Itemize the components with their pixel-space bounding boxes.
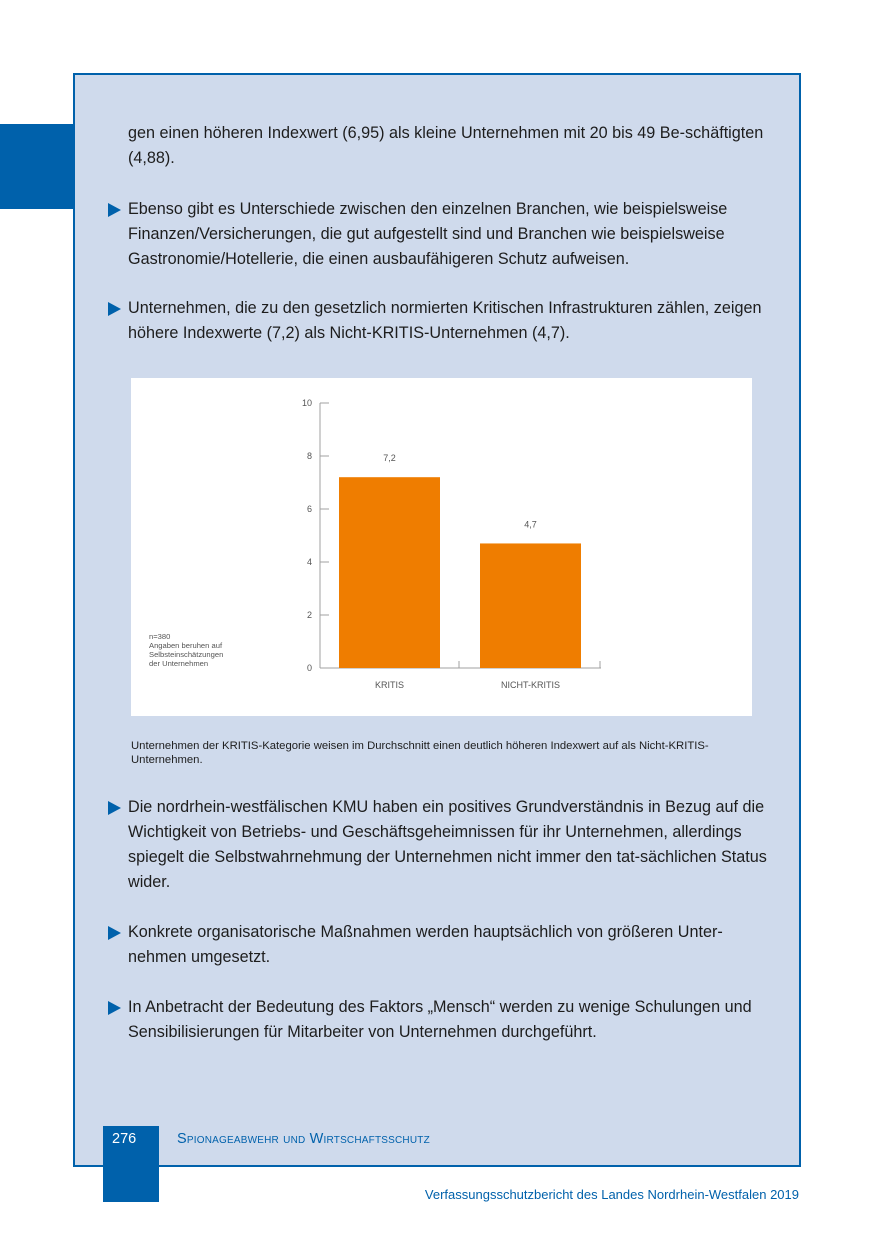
data-label: 7,2 <box>383 453 396 464</box>
bar-chart <box>131 378 752 716</box>
y-tick-label: 0 <box>306 663 312 673</box>
page-number: 276 <box>112 1131 137 1147</box>
paragraph-continued: gen einen höheren Indexwert (6,95) als kleine Unternehmen mit 20 bis 49 Be-schäftigten (4,88). <box>128 124 764 167</box>
y-tick-label: 4 <box>306 557 312 567</box>
y-tick-label: 8 <box>306 451 312 461</box>
chart-caption: Unternehmen der KRITIS-Kategorie weisen im Durchschnitt einen deutlich höheren Indexwert auf als Nicht-KRITIS-Unternehmen. <box>131 740 709 766</box>
publication-title: Verfassungsschutzbericht des Landes Nordrhein-Westfalen 2019 <box>424 1187 799 1202</box>
paragraph-branchen: Ebenso gibt es Unterschiede zwischen den einzelnen Branchen, wie beispielsweise Finanzen/Versicherungen, die gut aufgestellt sind und Branchen wie beispielsweise Gastronomie/Hotellerie, die einen ausbaufähigeren Schutz aufweisen. <box>128 200 728 268</box>
y-tick-label: 2 <box>306 610 312 620</box>
bullet-arrow-icon <box>108 203 121 217</box>
bar <box>339 477 440 668</box>
paragraph-kmu: Die nordrhein-westfälischen KMU haben ein positives Grundverständnis in Bezug auf die Wichtigkeit von Betriebs- und Geschäftsgeheimnissen für ihr Unternehmen, allerdings spiegelt die Selbstwahrnehmung der Unternehmen nicht immer den tat-sächlichen Status wider. <box>128 798 767 891</box>
side-tab-marker <box>0 124 74 209</box>
data-label: 4,7 <box>524 519 537 530</box>
chart-note-line: Angaben beruhen auf <box>149 641 223 650</box>
bullet-arrow-icon <box>108 801 121 815</box>
y-tick-label: 6 <box>306 504 312 514</box>
chart-note-line: n=380 <box>149 632 171 641</box>
bullet-arrow-icon <box>108 302 121 316</box>
chart-note <box>149 632 269 668</box>
x-tick-label: NICHT-KRITIS <box>500 680 561 690</box>
y-tick-label: 10 <box>301 398 312 408</box>
bullet-arrow-icon <box>108 1001 121 1015</box>
bullet-arrow-icon <box>108 926 121 940</box>
chart-note-line: der Unternehmen <box>149 659 209 668</box>
bar <box>480 543 581 668</box>
section-title: Spionageabwehr und Wirtschaftsschutz <box>177 1131 430 1147</box>
paragraph-massnahmen: Konkrete organisatorische Maßnahmen werden hauptsächlich von größeren Unter-nehmen umgesetzt. <box>128 923 723 966</box>
paragraph-kritis: Unternehmen, die zu den gesetzlich normierten Kritischen Infrastrukturen zählen, zeigen höhere Indexwerte (7,2) als Nicht-KRITIS-Unternehmen (4,7). <box>128 299 762 342</box>
x-tick-label: KRITIS <box>374 680 405 690</box>
chart-note-line: Selbsteinschätzungen <box>149 650 224 659</box>
paragraph-mensch: In Anbetracht der Bedeutung des Faktors „Mensch“ werden zu wenige Schulungen und Sensibilisierungen für Mitarbeiter von Unternehmen durchgeführt. <box>128 998 752 1041</box>
